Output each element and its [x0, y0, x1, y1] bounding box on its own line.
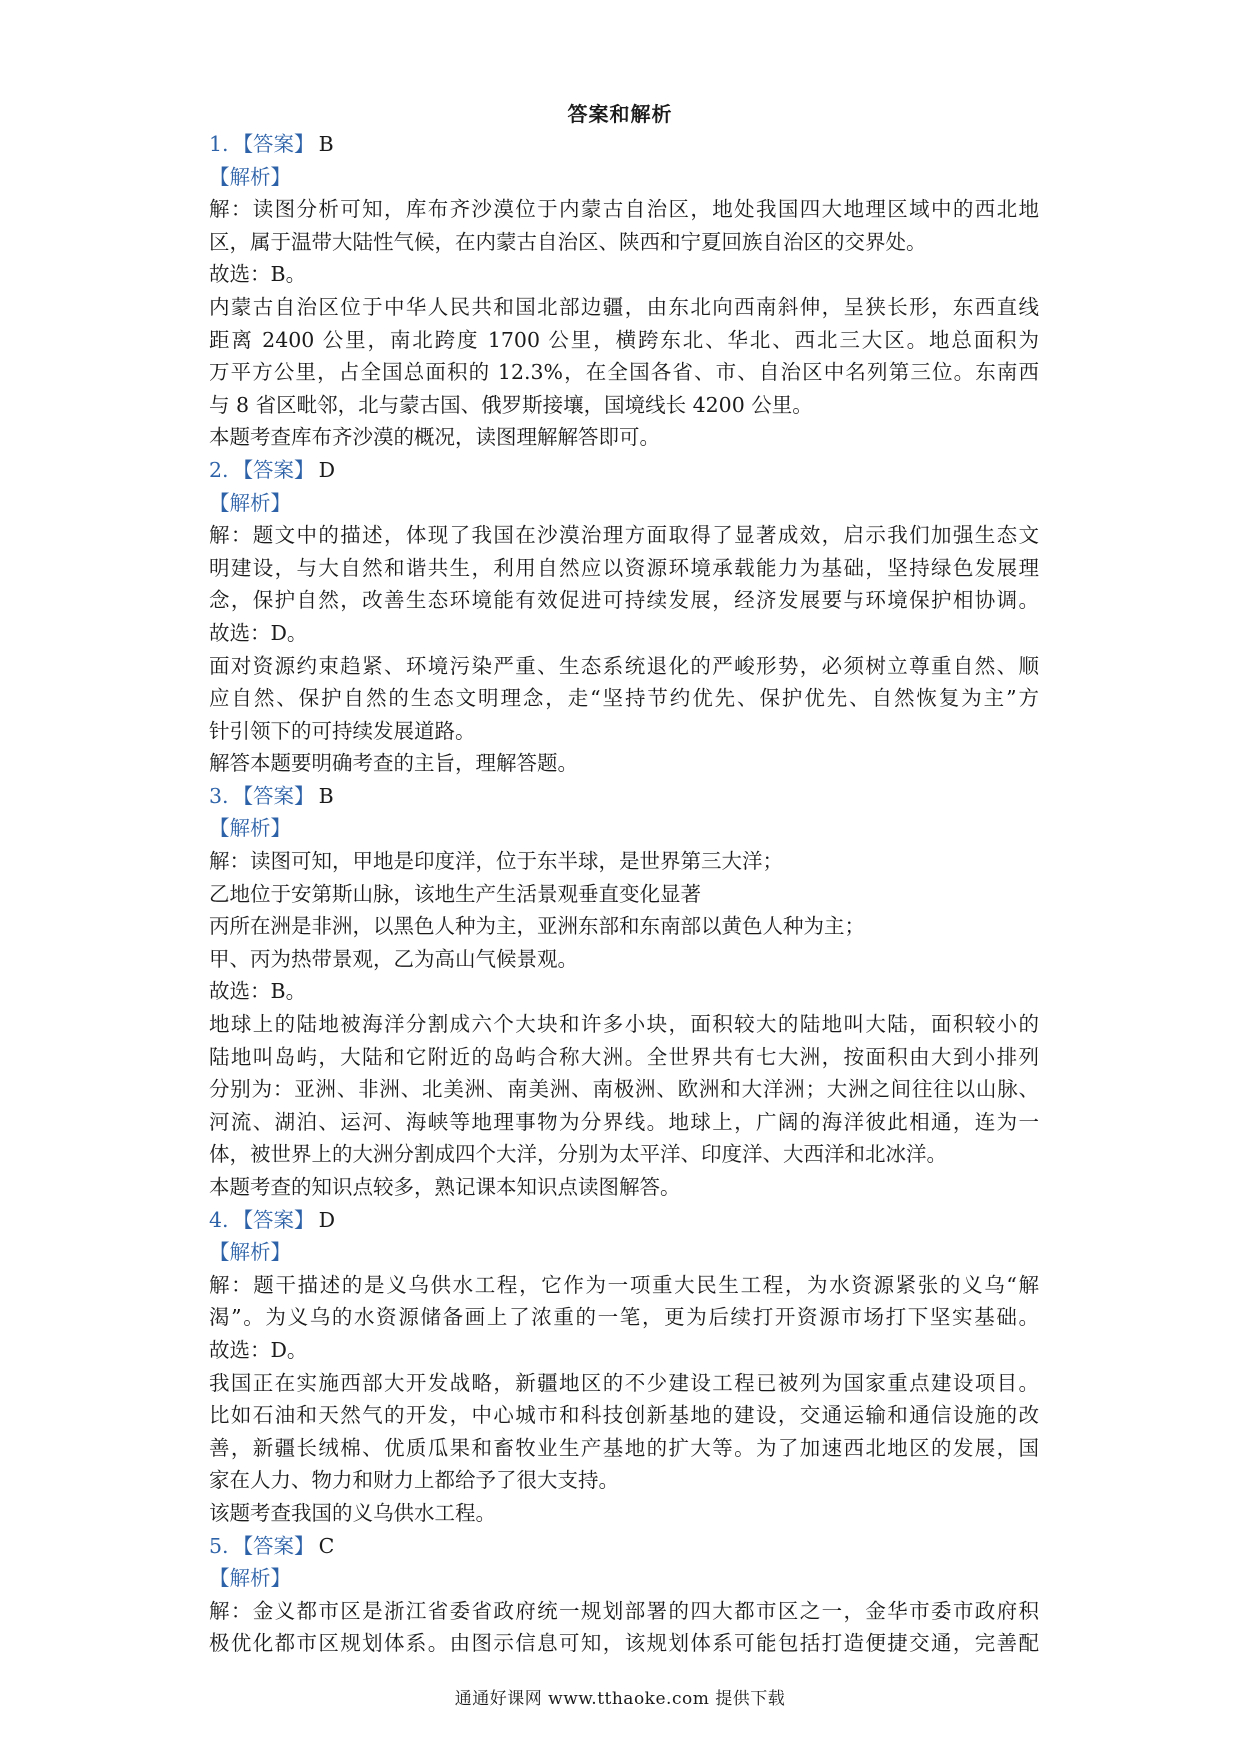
question-answer-line: [209, 128, 1039, 161]
analysis-text-line: 陆地叫岛屿，大陆和它附近的岛屿合称大洲。全世界共有七大洲，按面积由大到小排列: [209, 1044, 1039, 1069]
analysis-text-line: 该题考查我国的义乌供水工程。: [209, 1500, 496, 1525]
analysis-tag: 【解析】: [209, 164, 291, 189]
analysis-text-line: 比如石油和天然气的开发，中心城市和科技创新基地的建设，交通运输和通信设施的改: [209, 1403, 1039, 1428]
analysis-tag: 【解析】: [209, 1240, 291, 1265]
analysis-text-line: 善，新疆长绒棉、优质瓜果和畜牧业生产基地的扩大等。为了加速西北地区的发展，国: [209, 1435, 1039, 1460]
analysis-text-line: 乙地位于安第斯山脉，该地生产生活景观垂直变化显著: [209, 881, 701, 906]
question-number: 4.: [209, 1207, 229, 1232]
answer-tag: 【答案】: [232, 1533, 315, 1558]
analysis-text-line: 体，被世界上的大洲分割成四个大洋，分别为太平洋、印度洋、大西洋和北冰洋。: [209, 1142, 947, 1167]
question-number: 3.: [209, 783, 229, 808]
page-footer: 通通好课网 www.tthaoke.com 提供下载: [454, 1689, 786, 1709]
analysis-text-line: 面对资源约束趋紧、环境污染严重、生态系统退化的严峻形势，必须树立尊重自然、顺: [209, 653, 1039, 678]
question-answer-line: [209, 780, 1039, 813]
answer-item: [209, 128, 1039, 454]
question-number: 1.: [209, 132, 229, 156]
analysis-text-line: 解答本题要明确考查的主旨，理解答题。: [209, 751, 578, 776]
analysis-text-line: 解：读图可知，甲地是印度洋，位于东半球，是世界第三大洋；: [209, 849, 783, 874]
answer-letter: C: [318, 1533, 335, 1558]
question-answer-line: [209, 454, 1039, 487]
analysis-text-line: 应自然、保护自然的生态文明理念，走“坚持节约优先、保护优先、自然恢复为主”方: [209, 686, 1039, 711]
analysis-text-line: 解：题文中的描述，体现了我国在沙漠治理方面取得了显著成效，启示我们加强生态文: [209, 523, 1039, 548]
analysis-tag: 【解析】: [209, 816, 291, 841]
analysis-text-line: 本题考查的知识点较多，熟记课本知识点读图解答。: [209, 1175, 681, 1199]
analysis-text-line: 针引领下的可持续发展道路。: [209, 718, 476, 743]
answer-tag: 【答案】: [232, 457, 315, 482]
analysis-text-line: 丙所在洲是非洲，以黑色人种为主，亚洲东部和东南部以黄色人种为主；: [209, 914, 865, 939]
answer-letter: D: [318, 1207, 335, 1232]
answer-tag: 【答案】: [232, 1207, 315, 1232]
analysis-text-line: 分别为：亚洲、非洲、北美洲、南美洲、南极洲、欧洲和大洋洲；大洲之间往往以山脉、: [209, 1077, 1039, 1102]
analysis-text-line: 极优化都市区规划体系。由图示信息可知，该规划体系可能包括打造便捷交通，完善配: [209, 1631, 1039, 1656]
analysis-text-line: 河流、湖泊、运河、海峡等地理事物为分界线。地球上，广阔的海洋彼此相通，连为一: [209, 1109, 1039, 1134]
answer-item: [209, 780, 1039, 1204]
analysis-text-line: 我国正在实施西部大开发战略，新疆地区的不少建设工程已被列为国家重点建设项目。: [209, 1370, 1039, 1395]
question-number: 5.: [209, 1533, 229, 1558]
analysis-text-line: 故选：D。: [209, 620, 308, 645]
analysis-tag: 【解析】: [209, 1566, 291, 1591]
analysis-text-line: 距离 2400 公里，南北跨度 1700 公里，横跨东北、华北、西北三大区。地总面积为: [209, 327, 1039, 352]
analysis-text-line: 万平方公里，占全国总面积的 12.3%，在全国各省、市、自治区中名列第三位。东南西: [209, 360, 1039, 385]
question-number: 2.: [209, 457, 229, 482]
analysis-text-line: 解：读图分析可知，库布齐沙漠位于内蒙古自治区，地处我国四大地理区域中的西北地: [209, 197, 1039, 222]
analysis-text-line: 区，属于温带大陆性气候，在内蒙古自治区、陕西和宁夏回族自治区的交界处。: [209, 229, 927, 254]
page-title: 答案和解析: [567, 102, 673, 126]
answer-tag: 【答案】: [232, 783, 315, 808]
analysis-text-line: 解：金义都市区是浙江省委省政府统一规划部署的四大都市区之一，金华市委市政府积: [209, 1598, 1039, 1623]
question-answer-line: [209, 1204, 1039, 1237]
analysis-text-line: 故选：B。: [209, 262, 307, 287]
analysis-tag: 【解析】: [209, 490, 291, 515]
analysis-text-line: 渴”。为义乌的水资源储备画上了浓重的一笔，更为后续打开资源市场打下坚实基础。: [209, 1305, 1039, 1330]
analysis-text-line: 故选：D。: [209, 1337, 308, 1362]
answer-letter: B: [318, 132, 334, 156]
answer-letter: D: [318, 457, 335, 482]
analysis-text-line: 解：题干描述的是义乌供水工程，它作为一项重大民生工程，为水资源紧张的义乌“解: [209, 1272, 1039, 1297]
answer-item: [209, 1530, 1039, 1660]
answer-item: [209, 454, 1039, 780]
answer-item: [209, 1204, 1039, 1530]
analysis-text-line: 甲、丙为热带景观，乙为高山气候景观。: [209, 946, 578, 971]
analysis-text-line: 故选：B。: [209, 979, 307, 1004]
answer-letter: B: [318, 783, 334, 808]
analysis-text-line: 家在人力、物力和财力上都给予了很大支持。: [209, 1468, 619, 1493]
analysis-text-line: 念，保护自然，改善生态环境能有效促进可持续发展，经济发展要与环境保护相协调。: [209, 588, 1039, 613]
analysis-text-line: 本题考查库布齐沙漠的概况，读图理解解答即可。: [209, 425, 660, 450]
answer-list: [209, 128, 1039, 1660]
answer-tag: 【答案】: [232, 132, 315, 156]
analysis-text-line: 内蒙古自治区位于中华人民共和国北部边疆，由东北向西南斜伸，呈狭长形，东西直线: [209, 294, 1039, 319]
question-answer-line: [209, 1530, 1039, 1563]
analysis-text-line: 明建设，与大自然和谐共生，利用自然应以资源环境承载能力为基础，坚持绿色发展理: [209, 555, 1039, 580]
analysis-text-line: 与 8 省区毗邻，北与蒙古国、俄罗斯接壤，国境线长 4200 公里。: [209, 392, 813, 417]
analysis-text-line: 地球上的陆地被海洋分割成六个大块和许多小块，面积较大的陆地叫大陆，面积较小的: [209, 1012, 1039, 1037]
